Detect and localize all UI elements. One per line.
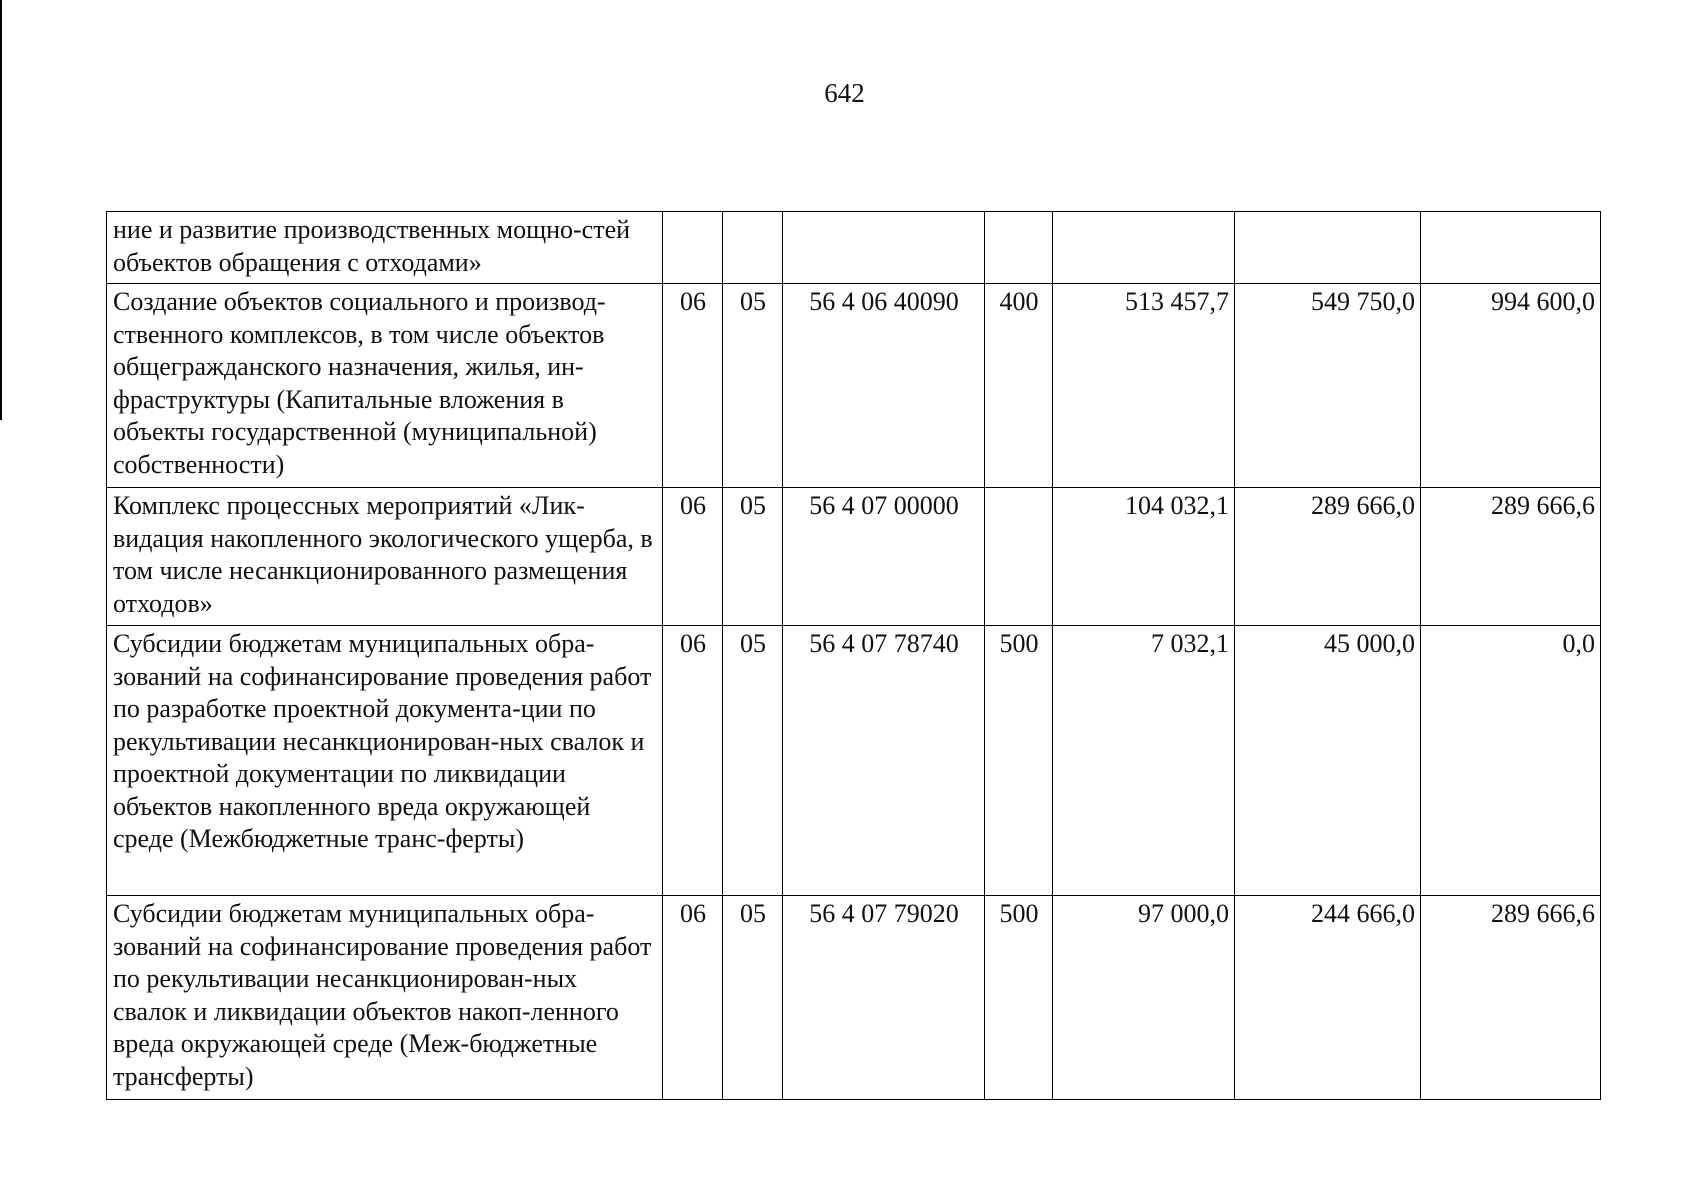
row-name-cell: Комплекс процессных мероприятий «Лик-видация накопленного экологического ущерба, в том числе несанкционированного размещения отходов» bbox=[107, 488, 663, 626]
amount-year3-cell: 289 666,6 bbox=[1421, 896, 1601, 1100]
section-code-cell: 06 bbox=[663, 896, 723, 1100]
target-article-cell: 56 4 07 00000 bbox=[783, 488, 985, 626]
row-name-cell: Субсидии бюджетам муниципальных обра-зований на софинансирование проведения работ по рекультивации несанкционирован-ных свалок и ликвидации объектов накоп-ленного вреда окружающей среде (Меж-бюджетные трансферты) bbox=[107, 896, 663, 1100]
amount-year2-cell bbox=[1235, 212, 1421, 284]
amount-year2-cell: 549 750,0 bbox=[1235, 284, 1421, 488]
amount-year3-cell: 0,0 bbox=[1421, 626, 1601, 896]
row-name-cell: ние и развитие производственных мощно-стей объектов обращения с отходами» bbox=[107, 212, 663, 284]
scan-edge-line bbox=[0, 0, 2, 420]
row-name-cell: Создание объектов социального и производ-ственного комплексов, в том числе объектов общегражданского назначения, жилья, ин-фраструктуры (Капитальные вложения в объекты государственной (муниципальной) собственности) bbox=[107, 284, 663, 488]
section-code-cell bbox=[663, 212, 723, 284]
amount-year2-cell: 289 666,0 bbox=[1235, 488, 1421, 626]
amount-year1-cell: 97 000,0 bbox=[1053, 896, 1235, 1100]
amount-year1-cell bbox=[1053, 212, 1235, 284]
section-code-cell: 06 bbox=[663, 626, 723, 896]
page-number: 642 bbox=[824, 78, 865, 108]
budget-table bbox=[106, 211, 1601, 1100]
subsection-code-cell: 05 bbox=[723, 488, 783, 626]
section-code-cell: 06 bbox=[663, 488, 723, 626]
expense-type-cell: 500 bbox=[985, 626, 1053, 896]
subsection-code-cell: 05 bbox=[723, 626, 783, 896]
target-article-cell: 56 4 07 79020 bbox=[783, 896, 985, 1100]
expense-type-cell bbox=[985, 488, 1053, 626]
target-article-cell: 56 4 07 78740 bbox=[783, 626, 985, 896]
amount-year2-cell: 45 000,0 bbox=[1235, 626, 1421, 896]
amount-year1-cell: 7 032,1 bbox=[1053, 626, 1235, 896]
expense-type-cell: 400 bbox=[985, 284, 1053, 488]
subsection-code-cell bbox=[723, 212, 783, 284]
table-row bbox=[107, 212, 1601, 284]
expense-type-cell bbox=[985, 212, 1053, 284]
expense-type-cell: 500 bbox=[985, 896, 1053, 1100]
target-article-cell: 56 4 06 40090 bbox=[783, 284, 985, 488]
row-name-cell: Субсидии бюджетам муниципальных обра-зований на софинансирование проведения работ по разработке проектной документа-ции по рекультивации несанкционирован-ных свалок и проектной документации по ликвидации объектов накопленного вреда окружающей среде (Межбюджетные транс-ферты) bbox=[107, 626, 663, 896]
table-row bbox=[107, 284, 1601, 488]
target-article-cell bbox=[783, 212, 985, 284]
amount-year3-cell bbox=[1421, 212, 1601, 284]
table-row bbox=[107, 488, 1601, 626]
amount-year1-cell: 513 457,7 bbox=[1053, 284, 1235, 488]
subsection-code-cell: 05 bbox=[723, 896, 783, 1100]
table-row bbox=[107, 626, 1601, 896]
amount-year3-cell: 994 600,0 bbox=[1421, 284, 1601, 488]
subsection-code-cell: 05 bbox=[723, 284, 783, 488]
amount-year2-cell: 244 666,0 bbox=[1235, 896, 1421, 1100]
section-code-cell: 06 bbox=[663, 284, 723, 488]
table-row bbox=[107, 896, 1601, 1100]
amount-year1-cell: 104 032,1 bbox=[1053, 488, 1235, 626]
amount-year3-cell: 289 666,6 bbox=[1421, 488, 1601, 626]
